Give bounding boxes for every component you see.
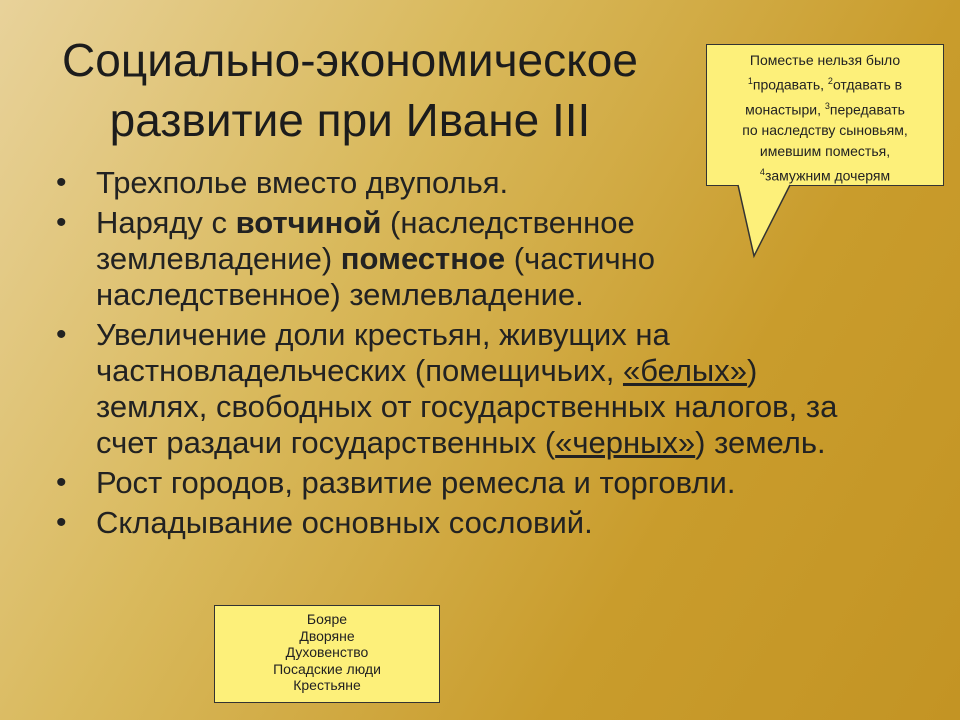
callout-line-2: $^1$продавать, $^2$отдавать в xyxy=(747,76,903,93)
bullet-marker: • xyxy=(56,206,67,239)
slide-title-line-2: развитие при Иване III xyxy=(109,94,591,146)
estates-box xyxy=(214,605,440,703)
estate-item: Крестьяне xyxy=(293,677,361,693)
link-white-lands[interactable]: «белых» xyxy=(622,353,747,388)
estate-item: Бояре xyxy=(306,611,348,627)
bullet-marker: • xyxy=(56,318,67,351)
bullet-marker: • xyxy=(56,506,67,539)
bullet-item-5: • Складывание основных сословий. xyxy=(56,505,593,540)
bullet-item-2: • Наряду с вотчиной (наследственное землевладение) поместное (частично наследственное) землевладение. xyxy=(56,205,655,312)
callout-line-5: имевшим поместья, xyxy=(759,143,891,160)
estate-item: Духовенство xyxy=(285,644,369,660)
bullet-item-4: • Рост городов, развитие ремесла и торговли. xyxy=(56,465,736,500)
link-black-lands[interactable]: «черных» xyxy=(555,425,696,460)
estate-item: Посадские люди xyxy=(273,660,381,677)
term-votchina: вотчиной xyxy=(235,205,382,240)
callout-line-6: $^4$замужним дочерям xyxy=(759,167,891,184)
slide-title xyxy=(0,30,700,150)
bullet-list xyxy=(56,165,876,545)
callout-line-1: Поместье нельзя было xyxy=(749,52,901,68)
estate-item: Дворяне xyxy=(299,627,355,644)
callout-line-4: по наследству сыновьям, xyxy=(742,122,908,139)
term-pomestnoe: поместное xyxy=(340,241,506,276)
bullet-marker: • xyxy=(56,166,67,199)
bullet-item-1: • Трехполье вместо двуполья. xyxy=(56,165,509,200)
bullet-item-3: • Увеличение доли крестьян, живущих на частновладельческих (помещичьих, «белых») землях, свободных от государственных налогов, за счет раздачи государственных («черных») земель. xyxy=(56,317,838,460)
slide-title-line-1: Социально-экономическое xyxy=(62,34,638,86)
callout-line-3: монастыри, $^3$передавать xyxy=(745,100,905,118)
bullet-marker: • xyxy=(56,466,67,499)
